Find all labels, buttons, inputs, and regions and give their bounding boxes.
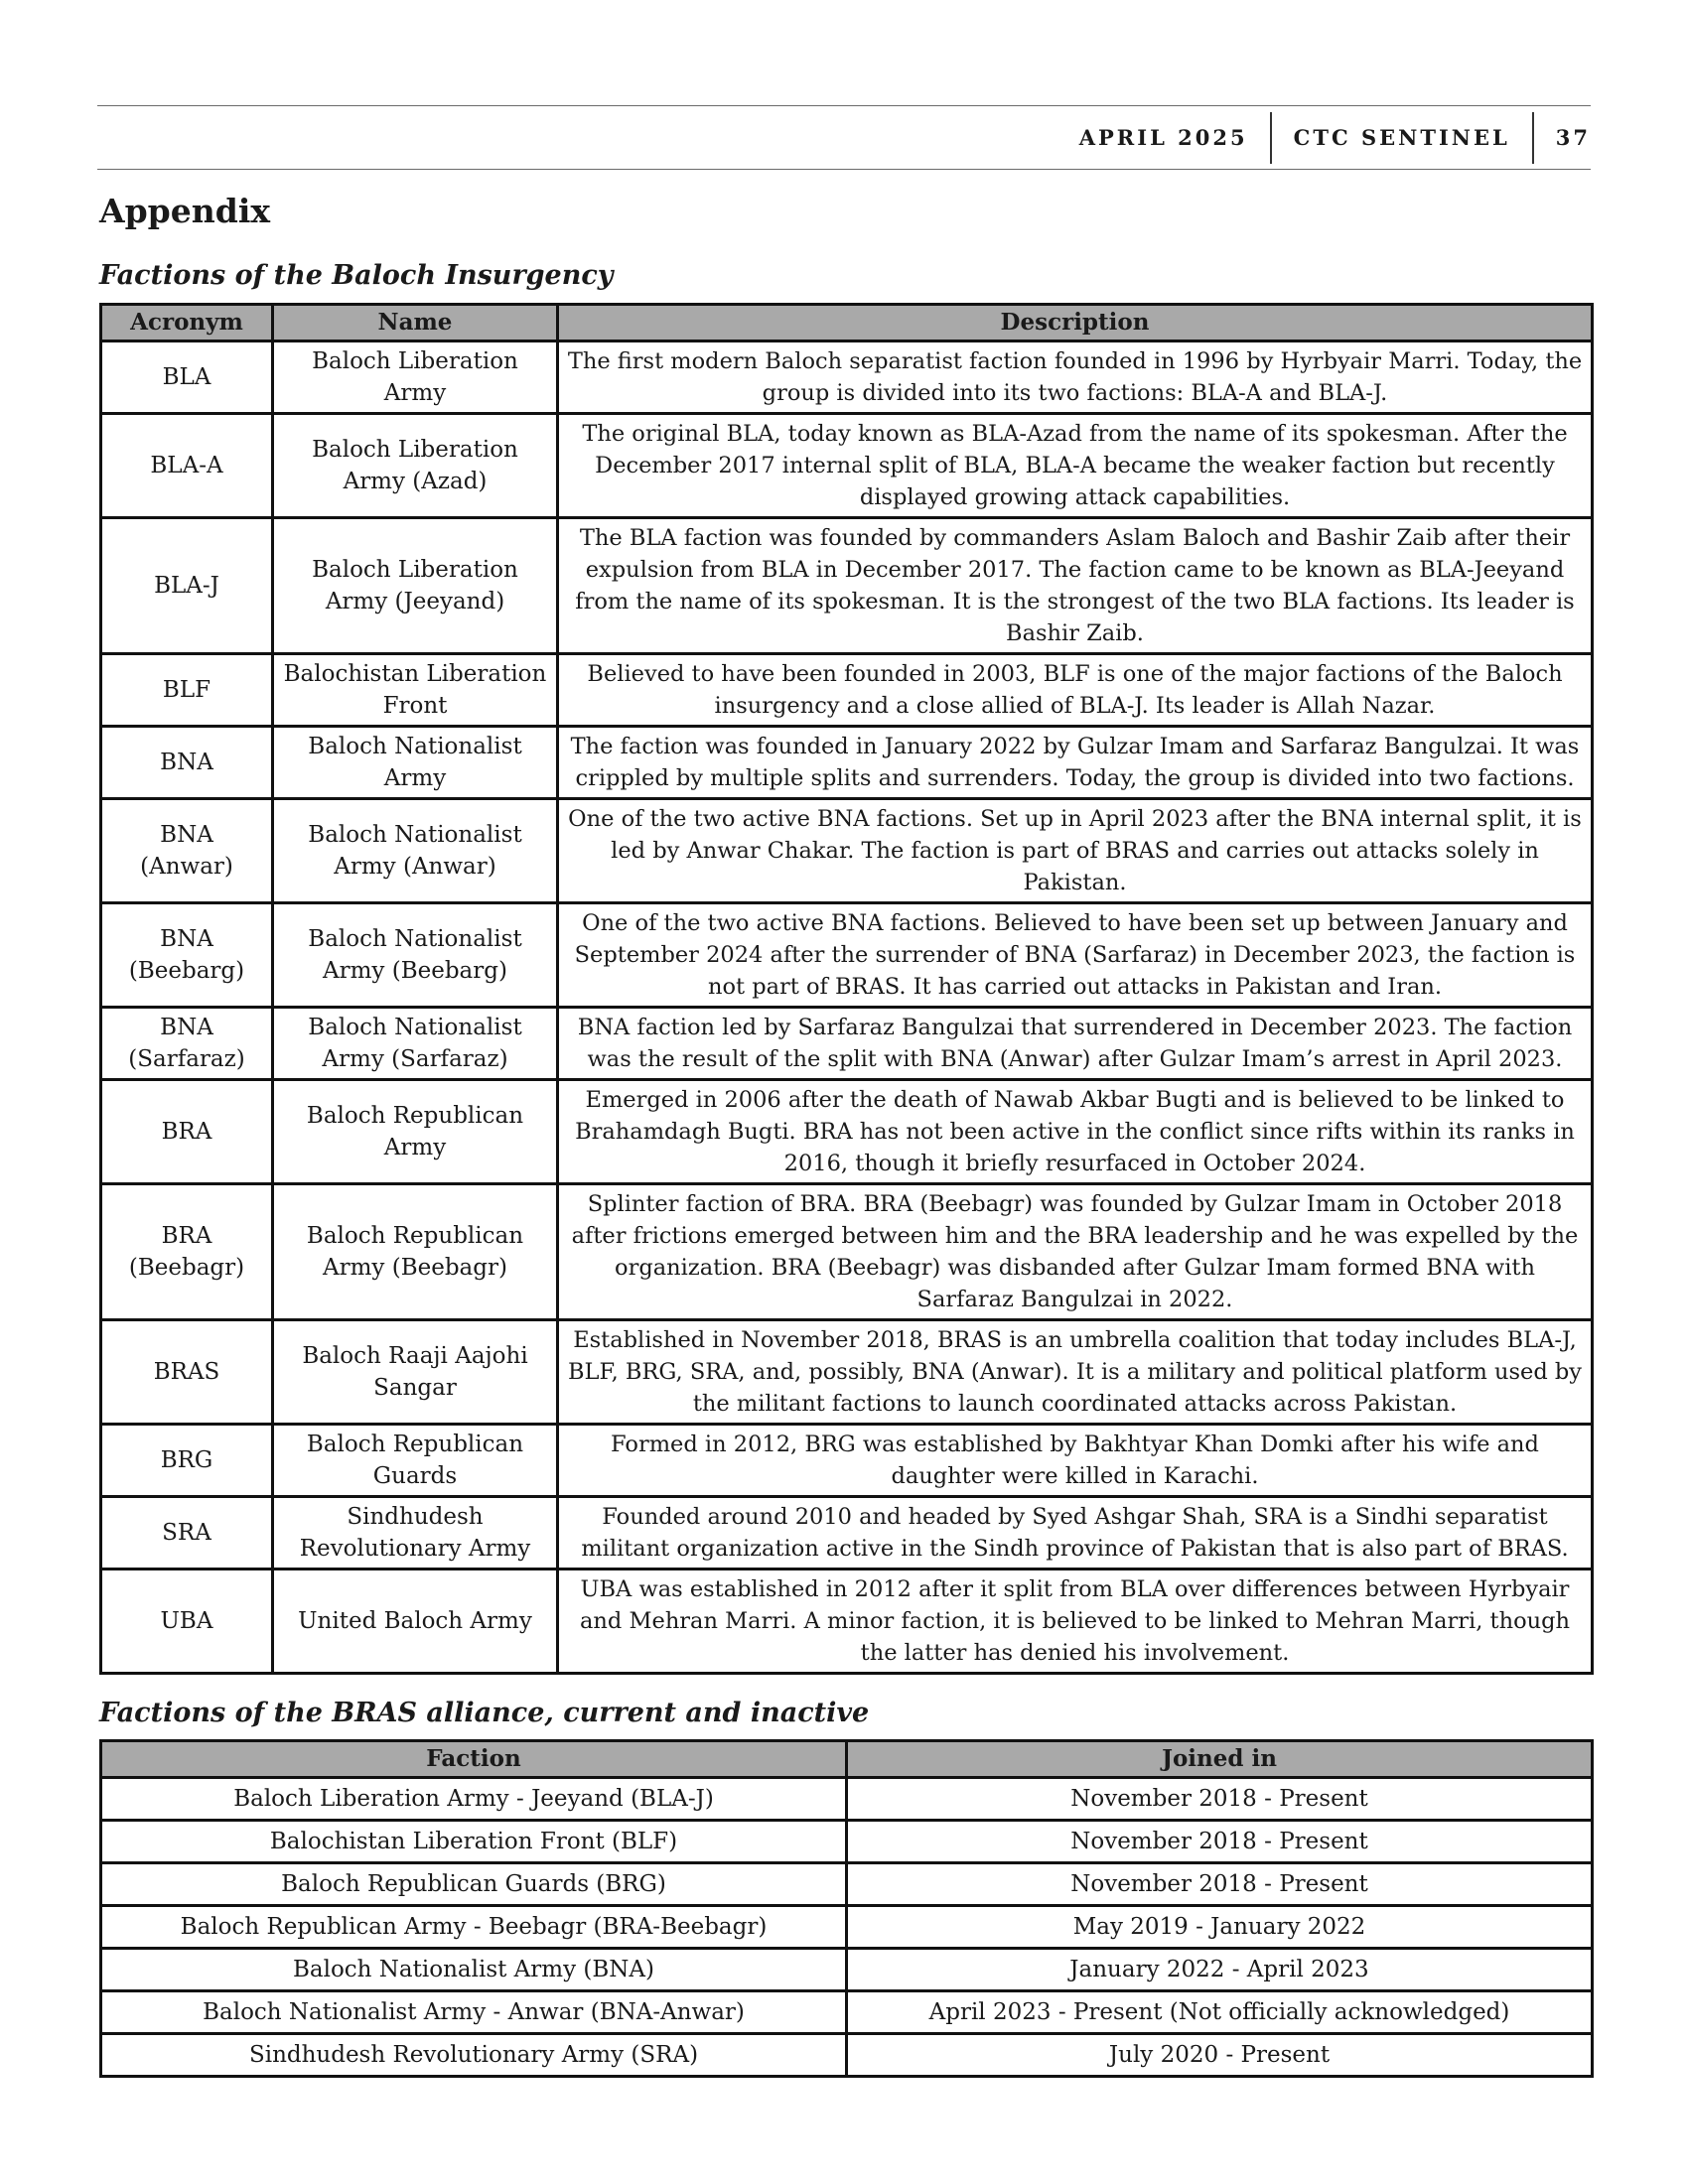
joined-cell: May 2019 - January 2022 — [847, 1906, 1593, 1949]
factions-table — [99, 303, 1594, 1675]
table-row — [101, 1949, 1593, 1991]
header-divider — [1532, 112, 1534, 164]
table-row — [101, 1320, 1593, 1425]
description-cell: Formed in 2012, BRG was established by Bakhtyar Khan Domki after his wife and daughter were killed in Karachi. — [558, 1425, 1593, 1497]
description-cell: One of the two active BNA factions. Set up in April 2023 after the BNA internal split, it is led by Anwar Chakar. The faction is part of BRAS and carries out attacks solely in Pakistan. — [558, 799, 1593, 903]
name-cell: Baloch Republican Guards — [273, 1425, 558, 1497]
name-cell: United Baloch Army — [273, 1570, 558, 1674]
description-cell: The first modern Baloch separatist faction founded in 1996 by Hyrbyair Marri. Today, the group is divided into its two factions: BLA-A and BLA-J. — [558, 341, 1593, 414]
publication-name: CTC SENTINEL — [1293, 125, 1510, 150]
faction-cell: Baloch Nationalist Army (BNA) — [101, 1949, 847, 1991]
acronym-cell: BLA-J — [101, 518, 273, 654]
acronym-cell: BLA — [101, 341, 273, 414]
joined-cell: April 2023 - Present (Not officially acknowledged) — [847, 1991, 1593, 2034]
table-row — [101, 1425, 1593, 1497]
description-cell: Emerged in 2006 after the death of Nawab Akbar Bugti and is believed to be linked to Brahamdagh Bugti. BRA has not been active in the conflict since rifts within its ranks in 2016, though it briefly resurfaced in October 2024. — [558, 1080, 1593, 1184]
acronym-cell: BNA — [101, 727, 273, 799]
acronym-cell: UBA — [101, 1570, 273, 1674]
acronym-cell: BLA-A — [101, 414, 273, 518]
description-cell: One of the two active BNA factions. Believed to have been set up between January and September 2024 after the surrender of BNA (Sarfaraz) in December 2023, the faction is not part of BRAS. It has carried out attacks in Pakistan and Iran. — [558, 903, 1593, 1008]
name-cell: Baloch Nationalist Army (Sarfaraz) — [273, 1008, 558, 1080]
table-row — [101, 1080, 1593, 1184]
header-divider — [1270, 112, 1272, 164]
description-cell: UBA was established in 2012 after it split from BLA over differences between Hyrbyair and Mehran Marri. A minor faction, it is believed to be linked to Mehran Marri, though the latter has denied his involvement. — [558, 1570, 1593, 1674]
table-header-row — [101, 305, 1593, 341]
name-cell: Baloch Liberation Army — [273, 341, 558, 414]
column-header-acronym: Acronym — [101, 305, 273, 341]
description-cell: The BLA faction was founded by commanders Aslam Baloch and Bashir Zaib after their expulsion from BLA in December 2017. The faction came to be known as BLA-Jeeyand from the name of its spokesman. It is the strongest of the two BLA factions. Its leader is Bashir Zaib. — [558, 518, 1593, 654]
name-cell: Baloch Nationalist Army (Beebarg) — [273, 903, 558, 1008]
name-cell: Baloch Republican Army (Beebagr) — [273, 1184, 558, 1320]
page-number: 37 — [1555, 125, 1591, 150]
acronym-cell: BNA (Anwar) — [101, 799, 273, 903]
table-row — [101, 1863, 1593, 1906]
name-cell: Baloch Nationalist Army (Anwar) — [273, 799, 558, 903]
table-row — [101, 2034, 1593, 2077]
table-row — [101, 727, 1593, 799]
joined-cell: July 2020 - Present — [847, 2034, 1593, 2077]
bras-table-title: Factions of the BRAS alliance, current and inactive — [99, 1698, 870, 1728]
acronym-cell: BLF — [101, 654, 273, 727]
column-header-description: Description — [558, 305, 1593, 341]
table-row — [101, 1184, 1593, 1320]
table-row — [101, 903, 1593, 1008]
description-cell: Believed to have been founded in 2003, BLF is one of the major factions of the Baloch insurgency and a close allied of BLA-J. Its leader is Allah Nazar. — [558, 654, 1593, 727]
name-cell: Baloch Republican Army — [273, 1080, 558, 1184]
table-row — [101, 1778, 1593, 1821]
joined-cell: November 2018 - Present — [847, 1778, 1593, 1821]
joined-cell: November 2018 - Present — [847, 1863, 1593, 1906]
description-cell: The original BLA, today known as BLA-Azad from the name of its spokesman. After the December 2017 internal split of BLA, BLA-A became the weaker faction but recently displayed growing attack capabilities. — [558, 414, 1593, 518]
name-cell: Baloch Nationalist Army — [273, 727, 558, 799]
acronym-cell: BNA (Sarfaraz) — [101, 1008, 273, 1080]
name-cell: Baloch Liberation Army (Jeeyand) — [273, 518, 558, 654]
description-cell: Established in November 2018, BRAS is an umbrella coalition that today includes BLA-J, BLF, BRG, SRA, and, possibly, BNA (Anwar). It is a military and political platform used by the militant factions to launch coordinated attacks across Pakistan. — [558, 1320, 1593, 1425]
acronym-cell: BNA (Beebarg) — [101, 903, 273, 1008]
table-row — [101, 654, 1593, 727]
faction-cell: Baloch Republican Army - Beebagr (BRA-Beebagr) — [101, 1906, 847, 1949]
table-row — [101, 799, 1593, 903]
table-row — [101, 1821, 1593, 1863]
column-header-name: Name — [273, 305, 558, 341]
header-bottom-rule — [97, 169, 1591, 170]
bras-alliance-table — [99, 1739, 1594, 2078]
acronym-cell: BRA (Beebagr) — [101, 1184, 273, 1320]
description-cell: Founded around 2010 and headed by Syed Ashgar Shah, SRA is a Sindhi separatist militant organization active in the Sindh province of Pakistan that is also part of BRAS. — [558, 1497, 1593, 1570]
faction-cell: Sindhudesh Revolutionary Army (SRA) — [101, 2034, 847, 2077]
table-row — [101, 1008, 1593, 1080]
faction-cell: Balochistan Liberation Front (BLF) — [101, 1821, 847, 1863]
faction-cell: Baloch Liberation Army - Jeeyand (BLA-J) — [101, 1778, 847, 1821]
acronym-cell: BRG — [101, 1425, 273, 1497]
name-cell: Balochistan Liberation Front — [273, 654, 558, 727]
factions-table-title: Factions of the Baloch Insurgency — [99, 260, 614, 291]
table-row — [101, 341, 1593, 414]
table-row — [101, 414, 1593, 518]
joined-cell: January 2022 - April 2023 — [847, 1949, 1593, 1991]
table-row — [101, 1906, 1593, 1949]
acronym-cell: BRA — [101, 1080, 273, 1184]
name-cell: Sindhudesh Revolutionary Army — [273, 1497, 558, 1570]
running-head — [1079, 106, 1591, 169]
column-header-joined: Joined in — [847, 1741, 1593, 1778]
description-cell: BNA faction led by Sarfaraz Bangulzai that surrendered in December 2023. The faction was the result of the split with BNA (Anwar) after Gulzar Imam’s arrest in April 2023. — [558, 1008, 1593, 1080]
description-cell: The faction was founded in January 2022 by Gulzar Imam and Sarfaraz Bangulzai. It was crippled by multiple splits and surrenders. Today, the group is divided into two factions. — [558, 727, 1593, 799]
column-header-faction: Faction — [101, 1741, 847, 1778]
table-row — [101, 518, 1593, 654]
acronym-cell: SRA — [101, 1497, 273, 1570]
name-cell: Baloch Liberation Army (Azad) — [273, 414, 558, 518]
issue-date: APRIL 2025 — [1078, 125, 1248, 150]
table-row — [101, 1570, 1593, 1674]
table-row — [101, 1497, 1593, 1570]
table-header-row — [101, 1741, 1593, 1778]
name-cell: Baloch Raaji Aajohi Sangar — [273, 1320, 558, 1425]
table-row — [101, 1991, 1593, 2034]
faction-cell: Baloch Republican Guards (BRG) — [101, 1863, 847, 1906]
joined-cell: November 2018 - Present — [847, 1821, 1593, 1863]
description-cell: Splinter faction of BRA. BRA (Beebagr) was founded by Gulzar Imam in October 2018 after frictions emerged between him and the BRA leadership and he was expelled by the organization. BRA (Beebagr) was disbanded after Gulzar Imam formed BNA with Sarfaraz Bangulzai in 2022. — [558, 1184, 1593, 1320]
appendix-title: Appendix — [99, 192, 271, 230]
faction-cell: Baloch Nationalist Army - Anwar (BNA-Anwar) — [101, 1991, 847, 2034]
acronym-cell: BRAS — [101, 1320, 273, 1425]
